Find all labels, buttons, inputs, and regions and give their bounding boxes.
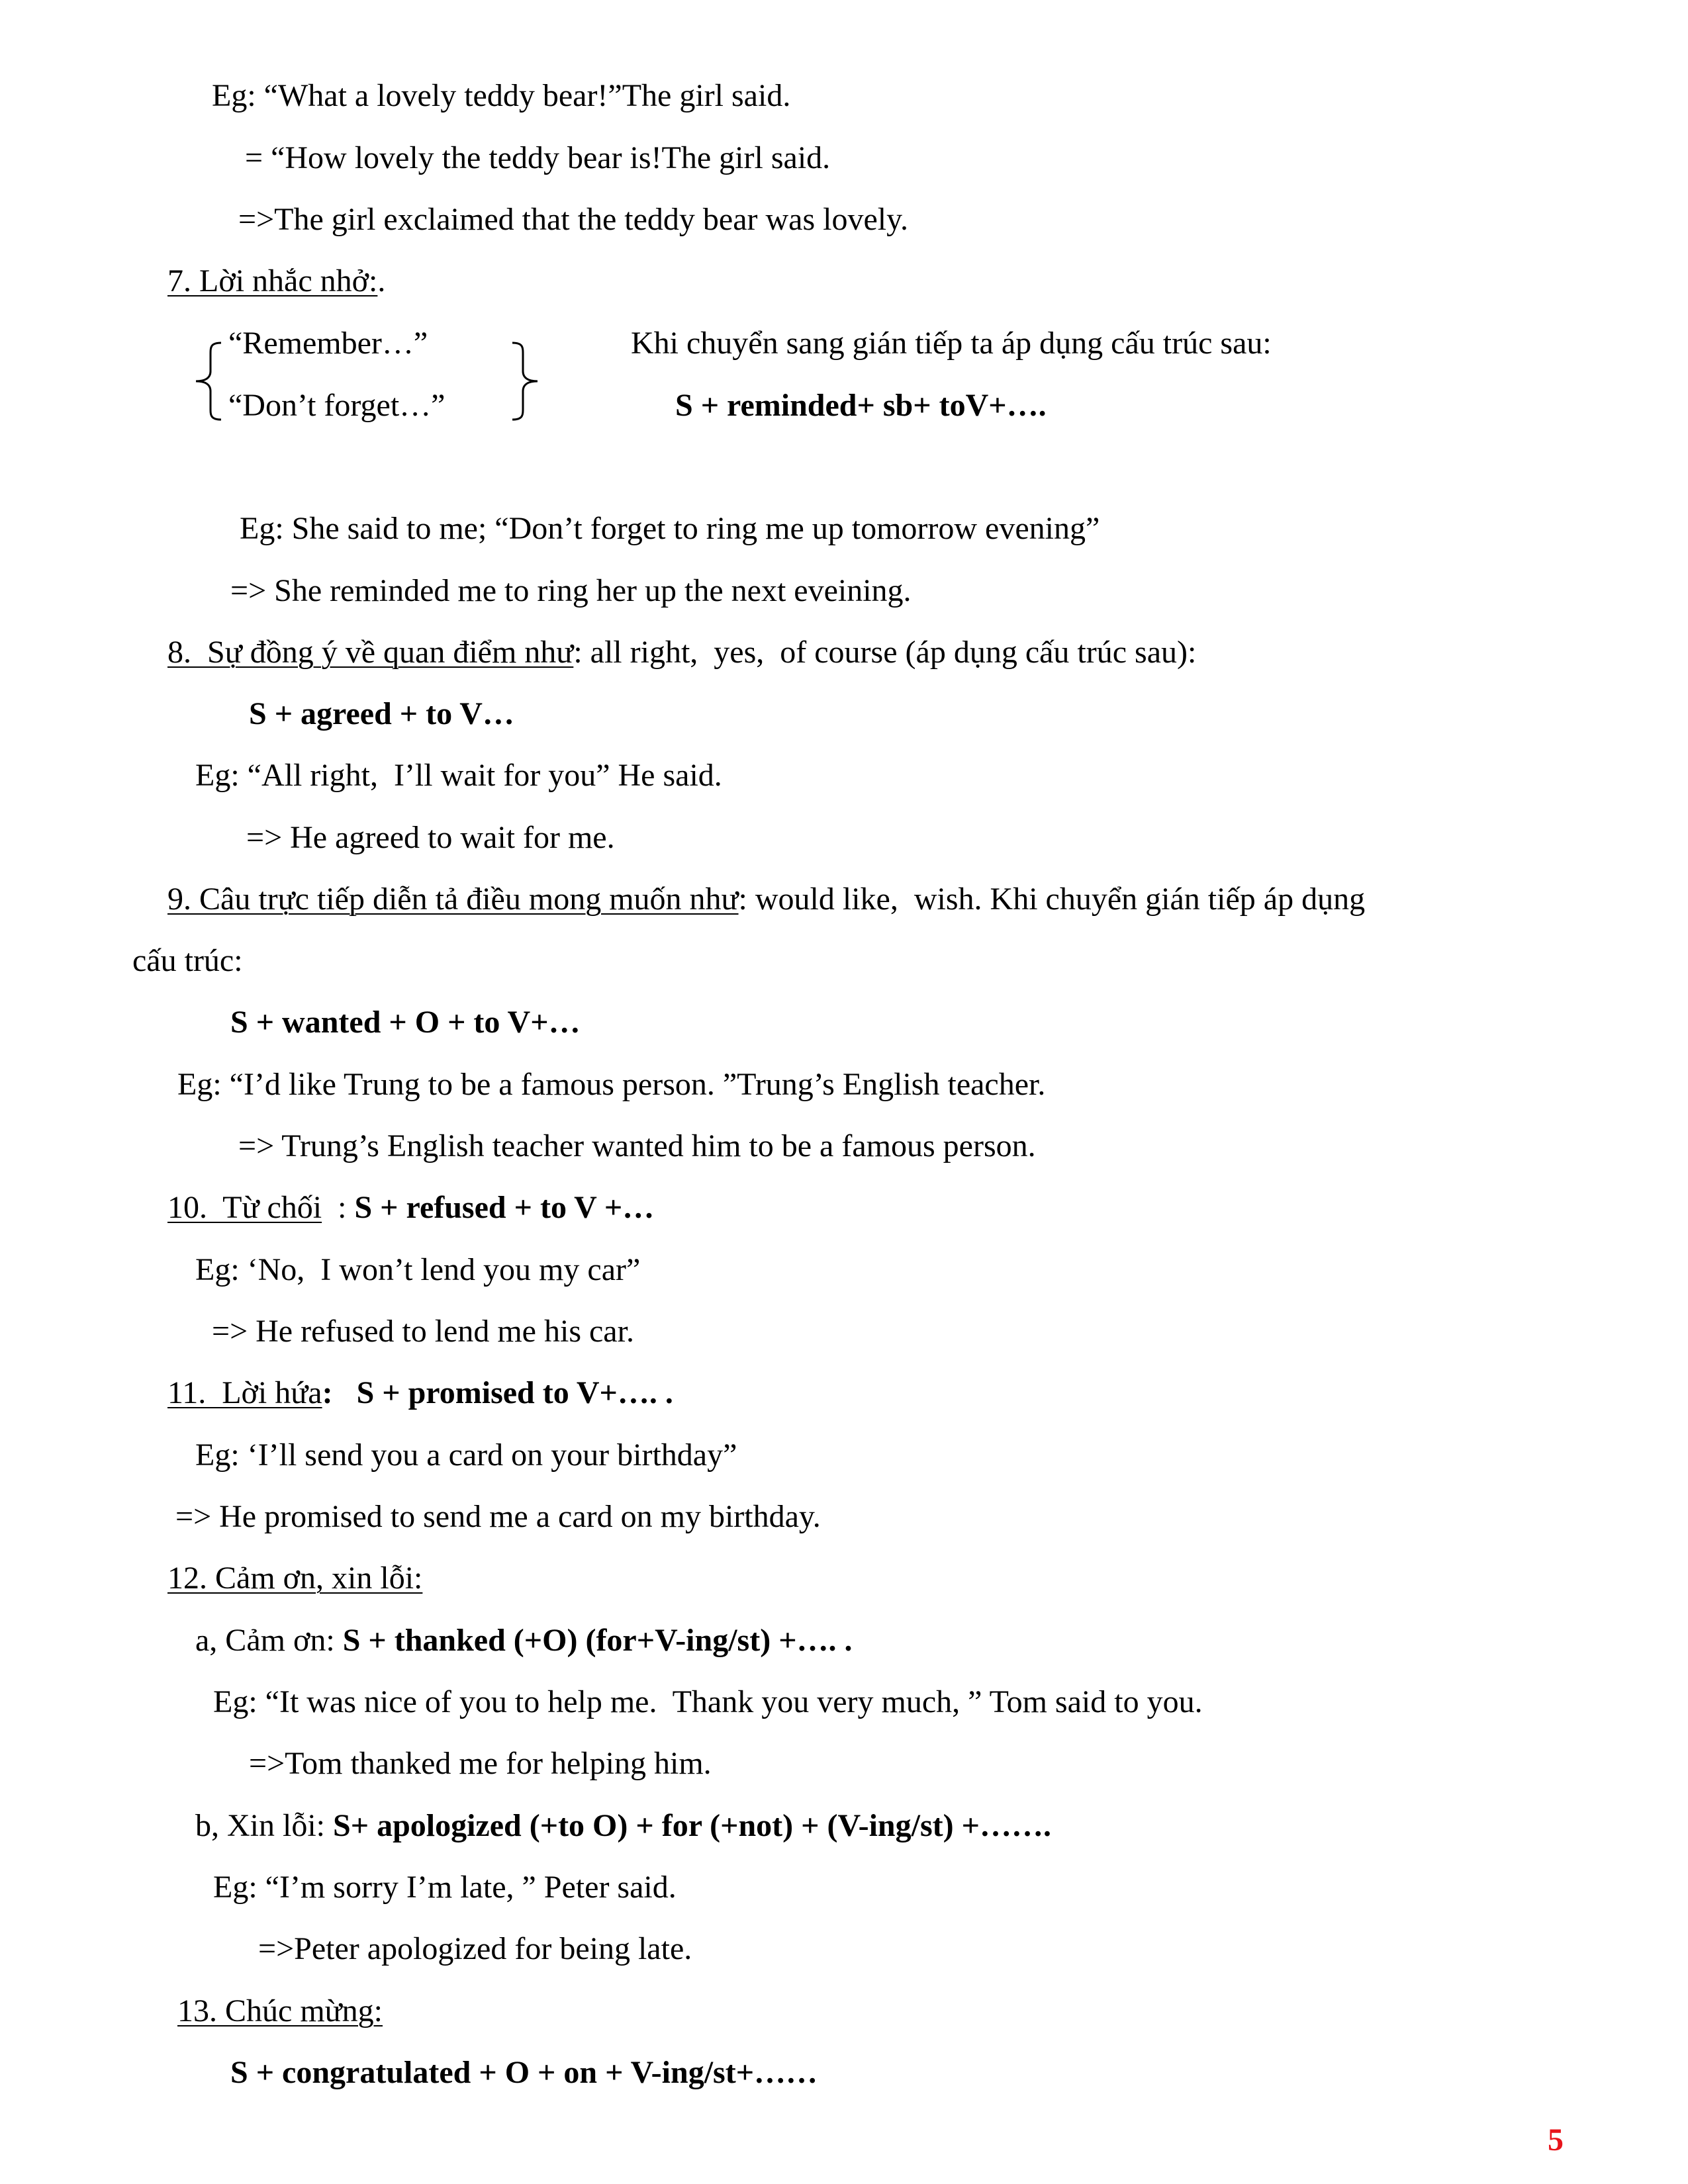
result-line: =>Peter apologized for being late. [258, 1931, 692, 1966]
direct-phrase-option: “Don’t forget…” [228, 388, 445, 423]
section-heading-8 [167, 634, 1196, 671]
result-line: => He refused to lend me his car. [212, 1314, 634, 1349]
heading-continuation: cấu trúc: [132, 943, 243, 978]
result-line: =>Tom thanked me for helping him. [249, 1746, 712, 1781]
section-title: 13. Chúc mừng: [177, 1993, 383, 2028]
formula: S+ apologized (+to O) + for (+not) + (V-ing/st) +……. [333, 1808, 1051, 1843]
formula: S + agreed + to V… [249, 696, 514, 731]
section-heading-11 [167, 1375, 673, 1412]
example-line: Eg: ‘I’ll send you a card on your birthday” [195, 1437, 737, 1473]
example-line: Eg: “All right, I’ll wait for you” He said. [195, 758, 722, 793]
example-line: Eg: ‘No, I won’t lend you my car” [195, 1252, 641, 1287]
formula: : S + promised to V+…. . [322, 1375, 673, 1410]
left-brace-icon [193, 341, 224, 422]
example-line: Eg: She said to me; “Don’t forget to ring me up tomorrow evening” [240, 511, 1100, 546]
example-line: Eg: “I’d like Trung to be a famous person. ”Trung’s English teacher. [177, 1067, 1046, 1102]
example-line: Eg: “What a lovely teddy bear!”The girl said. [212, 78, 791, 113]
heading-tail: : would like, wish. Khi chuyển gián tiếp áp dụng [738, 882, 1366, 917]
example-line: = “How lovely the teddy bear is!The girl said. [245, 140, 831, 175]
result-line: => He agreed to wait for me. [246, 820, 615, 855]
section-heading-7 [167, 263, 385, 300]
heading-separator: : [322, 1190, 355, 1225]
section-title: 12. Cảm ơn, xin lỗi: [167, 1561, 423, 1596]
direct-phrase-option: “Remember…” [228, 326, 428, 361]
example-line: Eg: “I’m sorry I’m late, ” Peter said. [213, 1870, 677, 1905]
section-title: 9. Câu trực tiếp diễn tả điều mong muốn như [167, 882, 739, 917]
section-title: 11. Lời hứa [167, 1375, 322, 1410]
subsection-a [195, 1622, 853, 1659]
section-title: 7. Lời nhắc nhở: [167, 263, 378, 298]
example-line: Eg: “It was nice of you to help me. Thank you very much, ” Tom said to you. [213, 1684, 1203, 1719]
section-heading-13 [177, 1993, 383, 2030]
subsection-b [195, 1807, 1051, 1844]
conversion-note: Khi chuyển sang gián tiếp ta áp dụng cấu trúc sau: [631, 326, 1272, 361]
result-line: => Trung’s English teacher wanted him to be a famous person. [238, 1128, 1036, 1163]
formula: S + thanked (+O) (for+V-ing/st) +…. . [342, 1623, 853, 1658]
result-line: => She reminded me to ring her up the next eveining. [230, 573, 912, 608]
result-line: =>The girl exclaimed that the teddy bear was lovely. [238, 202, 909, 237]
result-line: => He promised to send me a card on my birthday. [175, 1499, 821, 1534]
subsection-label: a, Cảm ơn: [195, 1623, 343, 1658]
formula: S + congratulated + O + on + V-ing/st+…… [230, 2055, 818, 2090]
formula: S + reminded+ sb+ toV+…. [675, 388, 1047, 423]
section-title: 8. Sự đồng ý về quan điểm như [167, 635, 574, 670]
section-title: 10. Từ chối [167, 1190, 322, 1225]
section-heading-12 [167, 1560, 422, 1597]
formula: S + wanted + O + to V+… [230, 1005, 581, 1040]
formula: S + refused + to V +… [354, 1190, 655, 1225]
page-number: 5 [1548, 2122, 1564, 2158]
right-brace-icon [510, 341, 540, 422]
heading-tail: . [377, 263, 386, 298]
heading-tail: : all right, yes, of course (áp dụng cấu trúc sau): [573, 635, 1197, 670]
subsection-label: b, Xin lỗi: [195, 1808, 334, 1843]
section-heading-10 [167, 1189, 654, 1226]
section-heading-9 [167, 881, 1365, 918]
